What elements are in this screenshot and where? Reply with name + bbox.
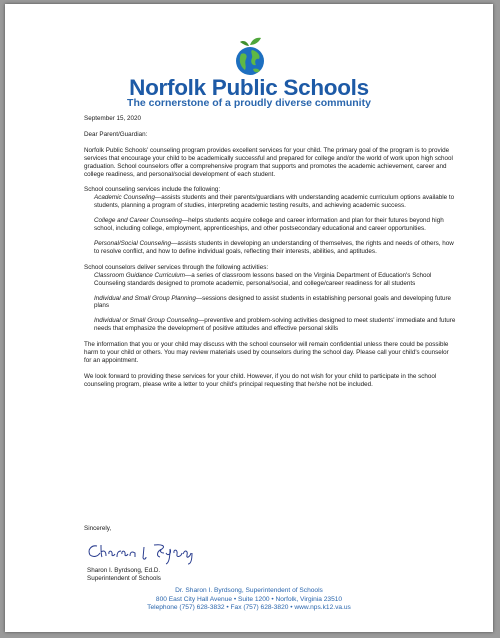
letter-body — [84, 110, 456, 389]
service-text: —assists students and their parents/guardians with understanding academic curriculum options available to students, planning a program of studies, interpreting academic testing results, and achieving academic success. — [94, 194, 455, 210]
activity-item — [84, 272, 456, 288]
letter-date: September 15, 2020 — [84, 115, 142, 122]
signer-name: Sharon I. Byrdsong, Ed.D. — [87, 567, 161, 574]
activity-item — [84, 295, 456, 311]
letterhead-footer — [5, 587, 493, 613]
signer-title: Superintendent of Schools — [87, 574, 161, 582]
service-title: Personal/Social Counseling — [94, 239, 172, 247]
signer-block — [87, 567, 161, 583]
service-text: —helps students acquire college and career information and plan for their futures beyond high school, including college, employment, apprenticeships, and other postsecondary educational and career opportunities. — [94, 217, 444, 233]
service-text: —assists students in developing an understanding of themselves, the rights and needs of others, how to resolve conflict, and how to define individual goals, reflecting their interests, abilities, and aptitudes. — [94, 239, 454, 255]
service-title: College and Career Counseling — [94, 217, 182, 225]
activity-item — [84, 317, 456, 333]
activity-title: Individual and Small Group Planning — [94, 294, 196, 302]
footer-line: Dr. Sharon I. Byrdsong, Superintendent of Schools — [175, 587, 323, 594]
activity-text: —a series of classroom lessons based on the Virginia Department of Education's School Counseling standards designed to promote academic, personal/social, and college/career readiness for all students — [94, 271, 432, 287]
letter-page — [5, 4, 493, 632]
sign-off: Sincerely, — [84, 525, 112, 532]
activity-title: Individual or Small Group Counseling — [94, 317, 198, 325]
service-title: Academic Counseling — [94, 194, 155, 202]
apple-globe-logo-icon — [232, 36, 268, 76]
org-name: Norfolk Public Schools — [129, 75, 369, 100]
activity-text: —preventive and problem-solving activities designed to meet students' immediate and future needs that emphasize the development of positive attitudes and effective personal skills — [94, 317, 456, 333]
services-intro: School counseling services include the following: — [84, 186, 221, 194]
service-item — [84, 240, 456, 256]
intro-paragraph: Norfolk Public Schools' counseling program provides excellent services for your child. The primary goal of the program is to provide services that encourage your child to be academically successful and prepared for college and/or the world of work upon high school graduation. School counselors offer a comprehensive program that supports and promotes the academic achievement, career and college readiness, and personal/social development of each student. — [84, 146, 453, 178]
activity-text: —sessions designed to assist students in establishing personal goals and developing future plans — [94, 294, 452, 310]
closing-paragraph: We look forward to providing these services for your child. However, if you do not wish for your child to participate in the school counseling program, please write a letter to your child's principal requesting that he/she not be included. — [84, 372, 437, 388]
salutation: Dear Parent/Guardian: — [84, 130, 148, 138]
activities-intro: School counselors deliver services through the following activities: — [84, 263, 269, 271]
footer-contact: Telephone (757) 628-3832 • Fax (757) 628-3820 • www.nps.k12.va.us — [147, 604, 351, 612]
handwritten-signature — [84, 535, 214, 565]
footer-address: 800 East City Hall Avenue • Suite 1200 • Norfolk, Virginia 23510 — [155, 595, 343, 603]
activity-title: Classroom Guidance Curriculum — [94, 271, 185, 279]
confidentiality-paragraph: The information that you or your child may discuss with the school counselor will remain confidential unless there could be possible harm to your child or others. You may review materials used by counselors during the school day. Please call your child's counselor for an appointment. — [84, 341, 449, 364]
service-item — [84, 217, 456, 233]
org-tagline: The cornerstone of a proudly diverse community — [127, 97, 371, 109]
service-item — [84, 194, 456, 210]
